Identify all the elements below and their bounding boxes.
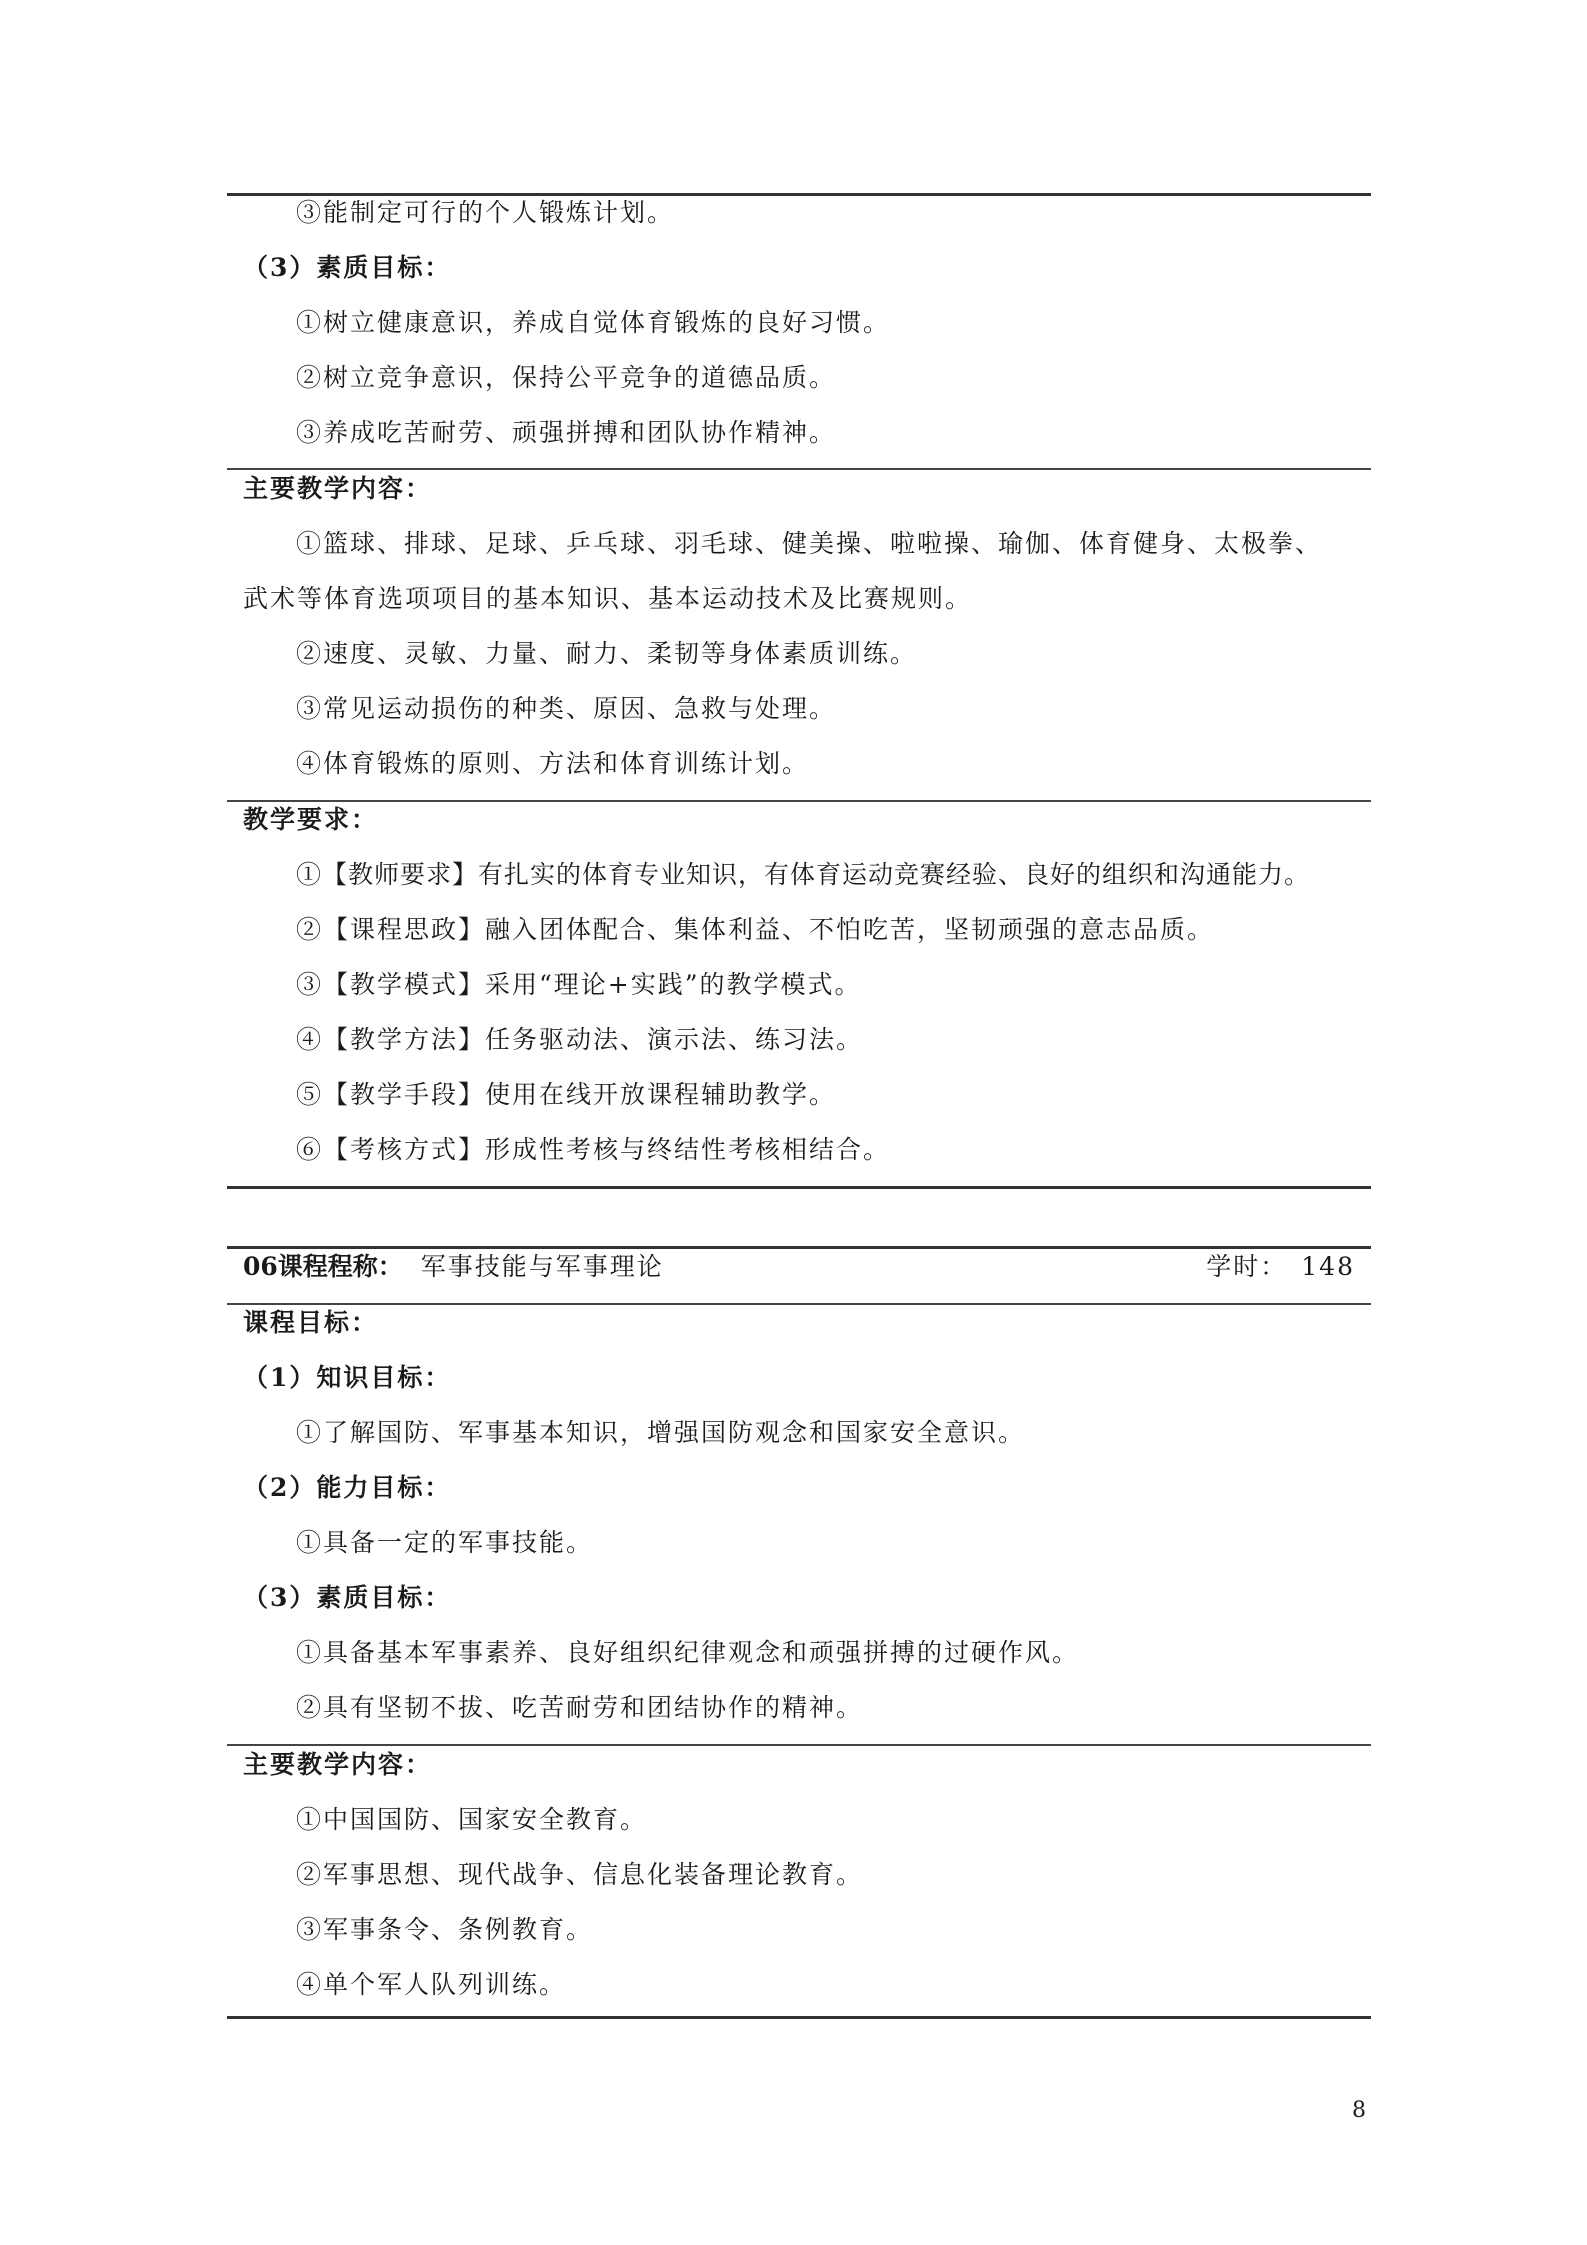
content-item: ④体育锻炼的原则、方法和体育训练计划。 <box>296 749 810 778</box>
quality-item: ②具有坚韧不拔、吃苦耐劳和团结协作的精神。 <box>296 1693 864 1722</box>
page-number: 8 <box>1352 2098 1366 2123</box>
requirement-item: ⑤【教学手段】使用在线开放课程辅助教学。 <box>296 1080 837 1109</box>
knowledge-goal-heading: （1）知识目标： <box>243 1363 452 1392</box>
ability-goal-heading: （2）能力目标： <box>243 1473 452 1502</box>
table-bottom-rule <box>227 2016 1371 2019</box>
table-bottom-rule <box>227 1186 1371 1189</box>
course-goal-heading: 课程目标： <box>243 1308 379 1337</box>
section-divider <box>227 468 1371 470</box>
section-divider <box>227 800 1371 802</box>
content-item: ①中国国防、国家安全教育。 <box>296 1805 648 1834</box>
content-item: ③军事条令、条例教育。 <box>296 1915 594 1944</box>
quality-item: ①具备基本军事素养、良好组织纪律观念和顽强拼搏的过硬作风。 <box>296 1638 1080 1667</box>
requirement-item: ⑥【考核方式】形成性考核与终结性考核相结合。 <box>296 1135 891 1164</box>
knowledge-item: ①了解国防、军事基本知识，增强国防观念和国家安全意识。 <box>296 1418 1026 1447</box>
ability-item: ①具备一定的军事技能。 <box>296 1528 594 1557</box>
content-heading: 主要教学内容： <box>243 474 433 503</box>
quality-item: ①树立健康意识，养成自觉体育锻炼的良好习惯。 <box>296 308 891 337</box>
hours-label: 学时： <box>1206 1252 1288 1281</box>
requirement-item: ①【教师要求】有扎实的体育专业知识，有体育运动竞赛经验、良好的组织和沟通能力。 <box>296 860 1311 889</box>
course-hours <box>1206 1250 1355 1284</box>
content-heading: 主要教学内容： <box>243 1750 433 1779</box>
content-item: ②军事思想、现代战争、信息化装备理论教育。 <box>296 1860 864 1889</box>
requirement-item: ②【课程思政】融入团体配合、集体利益、不怕吃苦，坚韧顽强的意志品质。 <box>296 915 1215 944</box>
quality-goal-heading: （3）素质目标： <box>243 1583 452 1612</box>
content-item-1-line-1: ①篮球、排球、足球、乒乓球、羽毛球、健美操、啦啦操、瑜伽、体育健身、太极拳、 <box>296 529 1323 558</box>
requirement-item: ④【教学方法】任务驱动法、演示法、练习法。 <box>296 1025 864 1054</box>
quality-item: ②树立竞争意识，保持公平竞争的道德品质。 <box>296 363 837 392</box>
course-label: 06课程程称： <box>243 1252 403 1281</box>
course-title-row <box>243 1250 1355 1284</box>
requirement-item: ③【教学模式】采用“理论+实践”的教学模式。 <box>296 970 862 999</box>
hours-value: 148 <box>1301 1252 1355 1281</box>
ability-item-3: ③能制定可行的个人锻炼计划。 <box>296 198 675 227</box>
section-divider <box>227 1303 1371 1305</box>
quality-goal-heading: （3）素质目标： <box>243 253 452 282</box>
content-item: ②速度、灵敏、力量、耐力、柔韧等身体素质训练。 <box>296 639 918 668</box>
content-item: ④单个军人队列训练。 <box>296 1970 567 1999</box>
content-item: ③常见运动损伤的种类、原因、急救与处理。 <box>296 694 837 723</box>
requirements-heading: 教学要求： <box>243 805 379 834</box>
quality-item: ③养成吃苦耐劳、顽强拼搏和团队协作精神。 <box>296 418 837 447</box>
content-item-1-line-2: 武术等体育选项项目的基本知识、基本运动技术及比赛规则。 <box>243 584 973 613</box>
course-name: 军事技能与军事理论 <box>420 1252 664 1281</box>
table-top-rule <box>227 1246 1371 1249</box>
section-divider <box>227 1744 1371 1746</box>
